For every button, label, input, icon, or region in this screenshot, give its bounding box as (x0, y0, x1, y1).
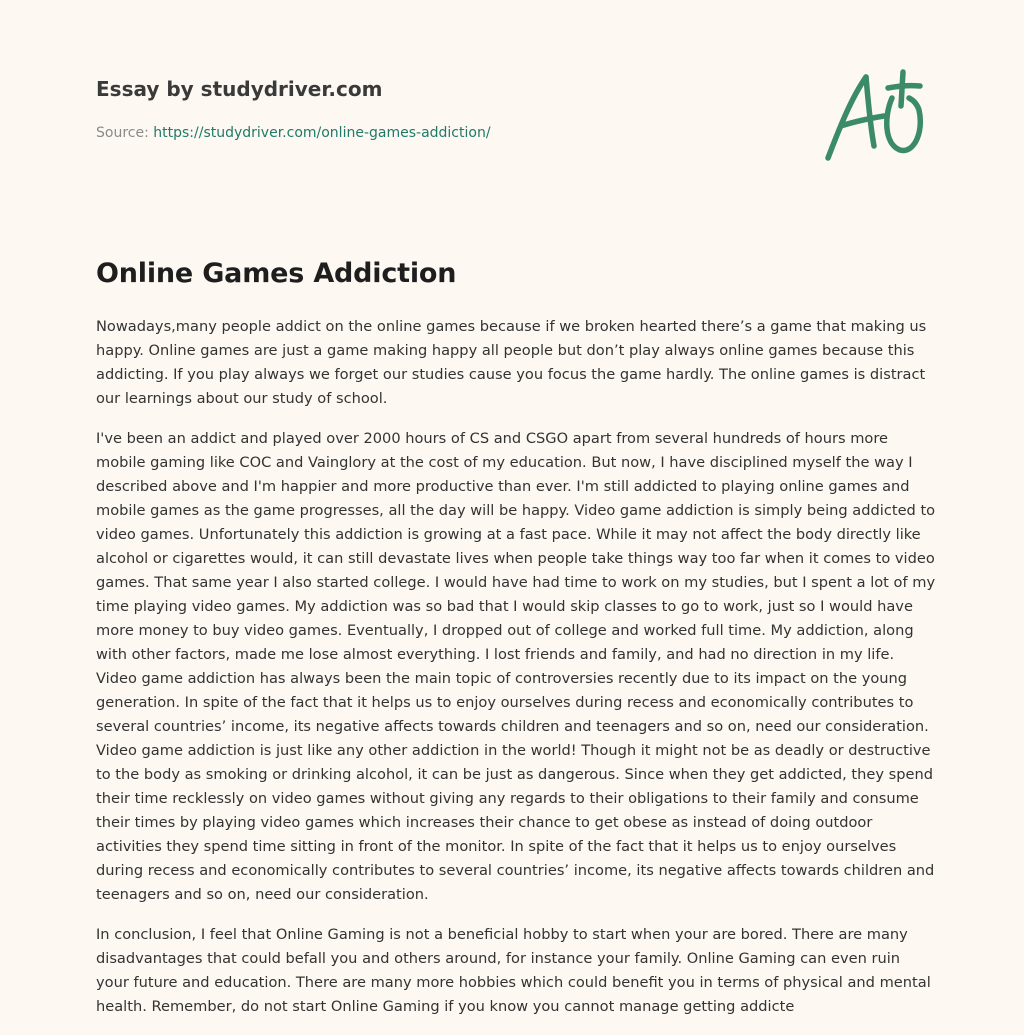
source-line (96, 123, 796, 143)
essay-header (96, 74, 796, 143)
paragraph-conclusion: In conclusion, I feel that Online Gaming is not a beneficial hobby to start when your are bored. There are many disadvantages that could befall you and others around, for instance your family. Online Gaming can even ruin your future and education. There are many more hobbies which could benefit you in terms of physical and mental health. Remember, do not start Online Gaming if you know you cannot manage getting addicte (96, 926, 931, 1015)
essay-body (96, 315, 936, 1035)
paragraph-body: I've been an addict and played over 2000 hours of CS and CSGO apart from several hundreds of hours more mobile gaming like COC and Vainglory at the cost of my education. But now, I have disciplined myself the way I described above and I'm happier and more productive than ever. I'm still addicted to playing online games and mobile games as the game progresses, all the day will be happy. Video game addiction is simply being addicted to video games. Unfortunately this addiction is growing at a fast pace. While it may not affect the body directly like alcohol or cigarettes would, it can still devastate lives when people take things way too far when it comes to video games. That same year I also started college. I would have had time to work on my studies, but I spent a lot of my time playing video games. My addiction was so bad that I would skip classes to go to work, just so I would have more money to buy video games. Eventually, I dropped out of college and worked full time. My addiction, along with other factors, made me lose almost everything. I lost friends and family, and had no direction in my life. Video game addiction has always been the main topic of controversies recently due to its impact on the young generation. In spite of the fact that it helps us to enjoy ourselves during recess and economically contributes to several countries’ income, its negative affects towards children and teenagers and so on, need our consideration. Video game addiction is just like any other addiction in the world! Though it might not be as deadly or destructive to the body as smoking or drinking alcohol, it can be just as dangerous. Since when they get addicted, they spend their time recklessly on video games without giving any regards to their obligations to their family and consume their times by playing video games which increases their chance to get obese as instead of doing outdoor activities they spend time sitting in front of the monitor. In spite of the fact that it helps us to enjoy ourselves during recess and economically contributes to several countries’ income, its negative affects towards children and teenagers and so on, need our consideration. (96, 430, 936, 903)
essay-attribution: Essay by studydriver.com (96, 77, 383, 101)
essay-title: Online Games Addiction (96, 258, 457, 289)
a-plus-logo-icon (820, 66, 930, 166)
paragraph-intro: Nowadays,many people addict on the online games because if we broken hearted there’s a game that making us happy. Online games are just a game making happy all people but don’t play always online games because this addicting. If you play always we forget our studies cause you focus the game hardly. The online games is distract our learnings about our study of school. (96, 318, 927, 407)
source-link[interactable]: https://studydriver.com/online-games-addiction/ (153, 125, 491, 141)
source-label: Source: (96, 125, 149, 141)
